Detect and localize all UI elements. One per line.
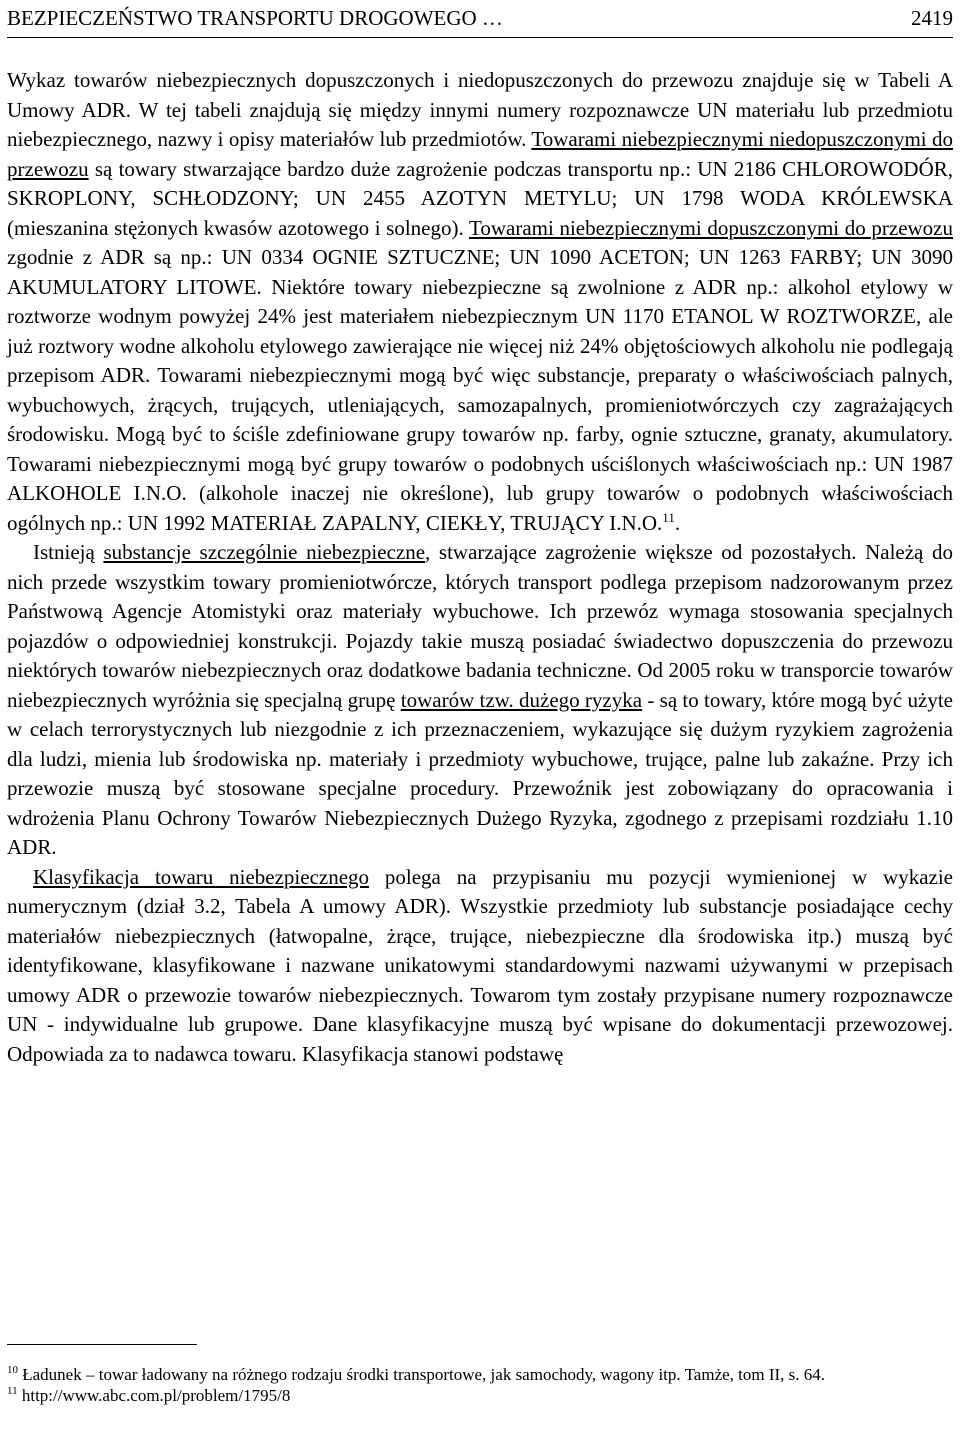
footnote-text: Ładunek – towar ładowany na różnego rodzaju środki transportowe, jak samochody, wagony itp. Tamże, tom II, s. 64. xyxy=(18,1365,826,1384)
text-run: . xyxy=(674,510,681,535)
running-header xyxy=(7,4,953,38)
paragraph-dangerous-goods-list xyxy=(7,66,953,538)
footnote-separator xyxy=(7,1344,197,1345)
text-run: , stwarzające zagrożenie większe od pozostałych. Należą do nich przede wszystkim towary promieniotwórcze, których transport podlega przepisom nadzorowanym przez Państwową Agencje Atomistyki oraz materiały wybuchowe. Ich przewóz wymaga stosowania specjalnych pojazdów o odpowiedniej konstrukcji. Pojazdy takie muszą posiadać świadectwo dopuszczenia do przewozu niektórych towarów niebezpiecznych oraz dodatkowe badania techniczne. Od 2005 roku w transporcie towarów niebezpiecznych wyróżnia się specjalną grupę xyxy=(7,540,953,712)
text-run: są towary stwarzające bardzo duże zagrożenie podczas transportu np.: UN 2186 CHLOROWODÓR, SKROPLONY, SCHŁODZONY; UN 2455 AZOTYN METYLU; UN 1798 WODA KRÓLEWSKA (mieszanina stężonych kwasów azotowego i solnego). xyxy=(7,156,953,240)
underlined-term-high-risk: towarów tzw. dużego ryzyka xyxy=(400,687,643,712)
body-text xyxy=(7,66,953,1069)
underlined-term-permitted: Towarami niebezpiecznymi dopuszczonymi do przewozu xyxy=(468,215,953,240)
footnote-text: http://www.abc.com.pl/problem/1795/8 xyxy=(17,1386,291,1405)
text-run: polega na przypisaniu mu pozycji wymienionej w wykazie numerycznym (dział 3.2, Tabela A umowy ADR). Wszystkie przedmioty lub substancje posiadające cechy materiałów niebezpiecznych (łatwopalne, żrące, trujące, niebezpieczne dla środowiska itp.) muszą być identyfikowane, klasyfikowane i nazwane unikatowymi standardowymi nazwami używanymi w przepisach umowy ADR o przewozie towarów niebezpiecznych. Towarom tym zostały przypisane numery rozpoznawcze UN - indywidualne lub grupowe. Dane klasyfikacyjne muszą być wpisane do dokumentacji przewozowej. Odpowiada za to nadawca towaru. Klasyfikacja stanowi podstawę xyxy=(7,864,953,1066)
header-title: BEZPIECZEŃSTWO TRANSPORTU DROGOWEGO … xyxy=(7,6,503,30)
footnote-11 xyxy=(7,1385,953,1406)
footnote-ref-11: 11 xyxy=(662,509,675,525)
underlined-term-classification: Klasyfikacja towaru niebezpiecznego xyxy=(33,864,370,889)
text-run: Istnieją xyxy=(33,540,104,564)
footnote-10 xyxy=(7,1364,953,1385)
text-run: - są to towary, które mogą być użyte w celach terrorystycznych lub niezgodnie z ich przeznaczeniem, wykazujące się dużym ryzykiem zagrożenia dla ludzi, mienia lub środowiska np. materiały i przedmioty wybuchowe, trujące, palne lub zakaźne. Przy ich przewozie muszą być stosowane specjalne procedury. Przewoźnik jest zobowiązany do opracowania i wdrożenia Planu Ochrony Towarów Niebezpiecznych Dużego Ryzyka, zgodnego z przepisami rozdziału 1.10 ADR. xyxy=(7,687,953,859)
footnotes xyxy=(7,1364,953,1406)
paragraph-special-substances xyxy=(7,538,953,863)
footnote-number: 11 xyxy=(7,1385,18,1397)
underlined-term-special-substances: substancje szczególnie niebezpieczne xyxy=(103,540,426,564)
text-run: zgodnie z ADR są np.: UN 0334 OGNIE SZTUCZNE; UN 1090 ACETON; UN 1263 FARBY; UN 3090 AKUMULATORY LITOWE. Niektóre towary niebezpieczne są zwolnione z ADR np.: alkohol etylowy w roztworze wodnym powyżej 24% jest materiałem niebezpiecznym UN 1170 ETANOL W ROZTWORZE, ale już roztwory wodne alkoholu etylowego zawierające nie więcej niż 24% objętościowych alkoholu nie podlegają przepisom ADR. Towarami niebezpiecznymi mogą być więc substancje, preparaty o właściwościach palnych, wybuchowych, żrących, trujących, utleniających, samozapalnych, promieniotwórczych czy zagrażających środowisku. Mogą być to ściśle zdefiniowane grupy towarów np. farby, ognie sztuczne, granaty, akumulatory. Towarami niebezpiecznymi mogą być grupy towarów o podobnych uściślonych właściwościach np.: UN 1987 ALKOHOLE I.N.O. (alkohole inaczej nie określone), lub grupy towarów o podobnych właściwościach ogólnych np.: UN 1992 MATERIAŁ ZAPALNY, CIEKŁY, TRUJĄCY I.N.O. xyxy=(7,245,953,535)
paragraph-classification xyxy=(7,863,953,1070)
underlined-term-not-permitted: Towarami niebezpiecznymi niedopuszczonymi do przewozu xyxy=(7,127,953,181)
text-run: Wykaz towarów niebezpiecznych dopuszczonych i niedopuszczonych do przewozu znajduje się w Tabeli A Umowy ADR. W tej tabeli znajdują się między innymi numery rozpoznawcze UN materiału lub przedmiotu niebezpiecznego, nazwy i opisy materiałów lub przedmiotów. xyxy=(7,68,953,151)
footnote-number: 10 xyxy=(7,1364,18,1376)
page-number: 2419 xyxy=(911,6,953,30)
